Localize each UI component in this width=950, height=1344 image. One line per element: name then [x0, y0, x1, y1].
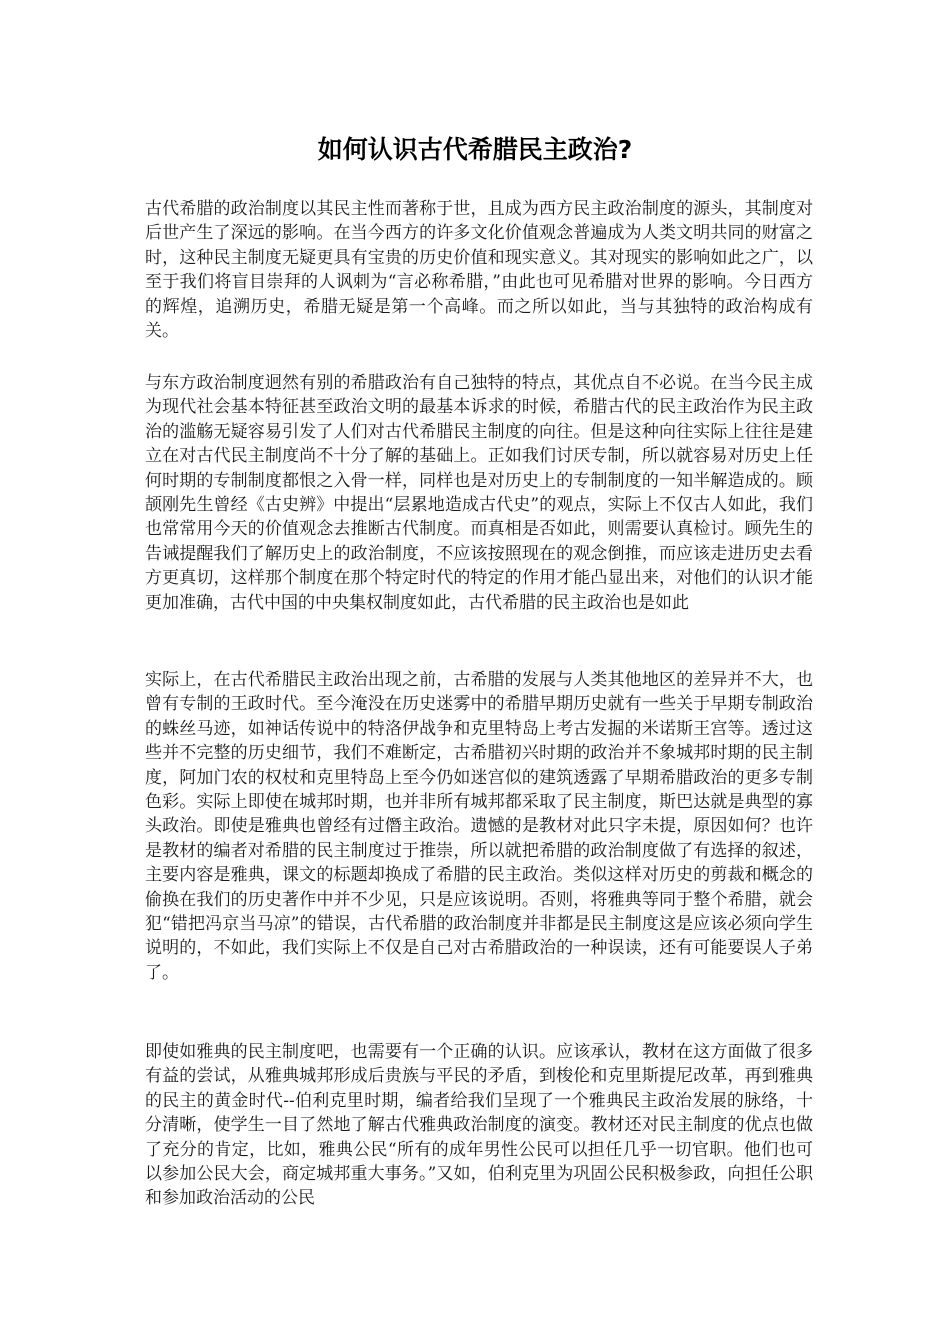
document-title: 如何认识古代希腊民主政治? — [317, 135, 633, 164]
paragraph-4: 即使如雅典的民主制度吧，也需要有一个正确的认识。应该承认，教材在这方面做了很多有益的尝试，从雅典城邦形成后贵族与平民的矛盾，到梭伦和克里斯提尼改革，再到雅典的民主的黄金时代--伯利克里时期，编者给我们呈现了一个雅典民主政治发展的脉络，十分清晰，使学生一目了然地了解古代雅典政治制度的演变。教材还对民主制度的优点也做了充分的肯定，比如，雅典公民“所有的成年男性公民可以担任几乎一切官职。他们也可以参加公民大会，商定城邦重大事务。”又如，伯利克里为巩固公民积极参政，向担任公职和参加政治活动的公民 — [145, 1042, 813, 1209]
paragraph-2: 与东方政治制度迥然有别的希腊政治有自己独特的特点，其优点自不必说。在当今民主成为现代社会基本特征甚至政治文明的最基本诉求的时候，希腊古代的民主政治作为民主政治的滥觞无疑容易引发了人们对古代希腊民主制度的向往。但是这种向往实际上往往是建立在对古代民主制度尚不十分了解的基础上。正如我们讨厌专制，所以就容易对历史上任何时期的专制制度都恨之入骨一样，同样也是对历史上的专制制度的一知半解造成的。顾颉刚先生曾经《古史辨》中提出“层累地造成古代史”的观点，实际上不仅古人如此，我们也常常用今天的价值观念去推断古代制度。而真相是否如此，则需要认真检讨。顾先生的告诫提醒我们了解历史上的政治制度，不应该按照现在的观念倒推，而应该走进历史去看方更真切，这样那个制度在那个特定时代的特定的作用才能凸显出来，对他们的认识才能更加准确，古代中国的中央集权制度如此，古代希腊的民主政治也是如此 — [145, 373, 813, 613]
paragraph-3: 实际上，在古代希腊民主政治出现之前，古希腊的发展与人类其他地区的差异并不大，也曾有专制的王政时代。至今淹没在历史迷雾中的希腊早期历史就有一些关于早期专制政治的蛛丝马迹，如神话传说中的特洛伊战争和克里特岛上考古发掘的米诺斯王宫等。透过这些并不完整的历史细节，我们不难断定，古希腊初兴时期的政治并不象城邦时期的民主制度，阿加门农的权杖和克里特岛上至今仍如迷宫似的建筑透露了早期希腊政治的更多专制色彩。实际上即使在城邦时期，也并非所有城邦都采取了民主制度，斯巴达就是典型的寡头政治。即使是雅典也曾经有过僭主政治。遗憾的是教材对此只字未提，原因如何？也许是教材的编者对希腊的民主制度过于推崇，所以就把希腊的政治制度做了有选择的叙述，主要内容是雅典，课文的标题却换成了希腊的民主政治。类似这样对历史的剪裁和概念的偷换在我们的历史著作中并不少见，只是应该说明。否则，将雅典等同于整个希腊，就会犯“错把冯京当马凉”的错误，古代希腊的政治制度并非都是民主制度这是应该必须向学生说明的，不如此，我们实际上不仅是自己对古希腊政治的一种误读，还有可能要误人子弟了。 — [145, 670, 813, 983]
paragraph-1: 古代希腊的政治制度以其民主性而著称于世，且成为西方民主政治制度的源头，其制度对后世产生了深远的影响。在当今西方的许多文化价值观念普遍成为人类文明共同的财富之时，这种民主制度无疑更具有宝贵的历史价值和现实意义。其对现实的影响如此之广，以至于我们将盲目崇拜的人讽刺为“言必称希腊，”由此也可见希腊对世界的影响。今日西方的辉煌，追溯历史，希腊无疑是第一个高峰。而之所以如此，当与其独特的政治构成有关。 — [145, 199, 813, 342]
